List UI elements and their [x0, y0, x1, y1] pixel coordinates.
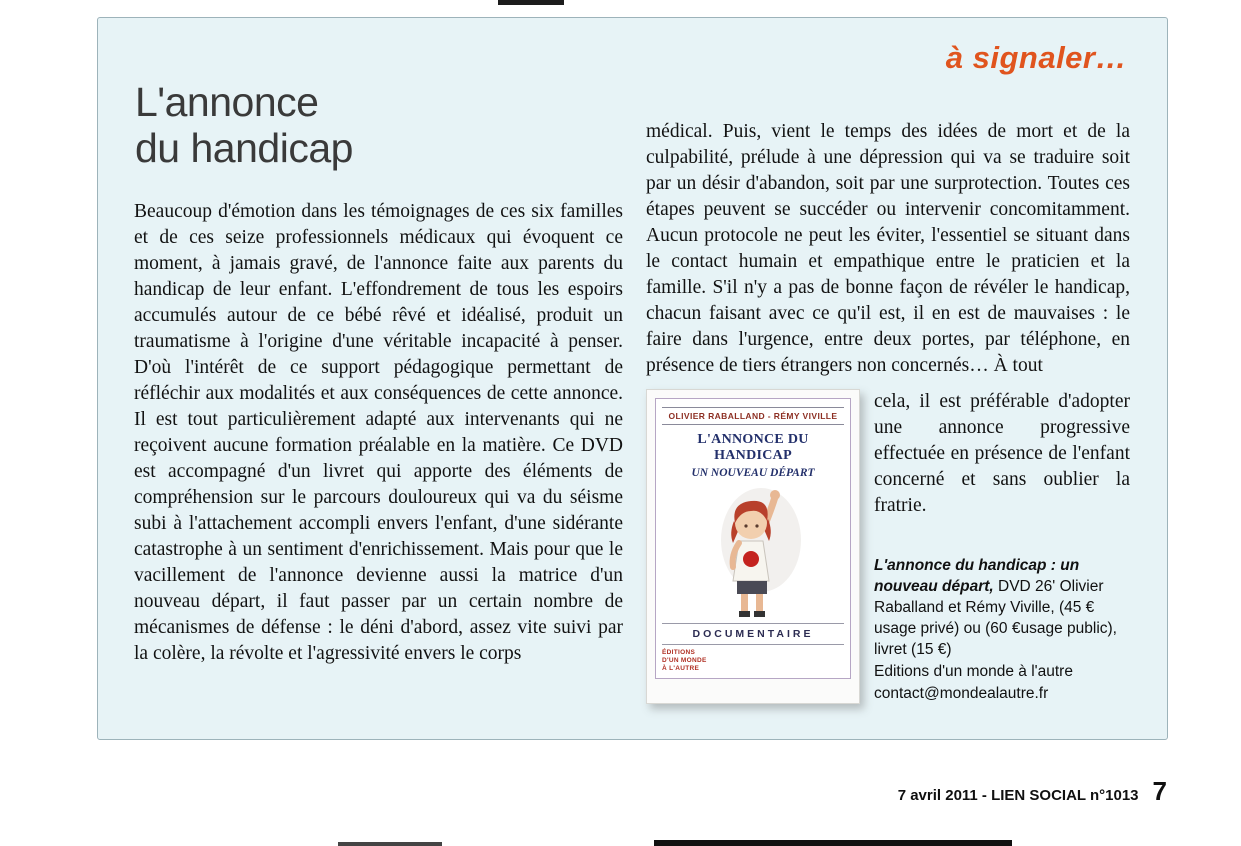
scan-artifact-bottom [654, 840, 1012, 846]
caption-email: contact@mondealautre.fr [874, 685, 1049, 702]
section-label: à signaler… [945, 40, 1127, 75]
article-title-line2: du handicap [135, 124, 353, 171]
scan-artifact-top [498, 0, 564, 5]
dvd-publisher-logo [662, 649, 844, 672]
caption-publisher: Editions d'un monde à l'autre [874, 663, 1073, 680]
dvd-caption [874, 555, 1130, 704]
dvd-publisher-line3: À L'AUTRE [662, 664, 700, 672]
article-body-right: médical. Puis, vient le temps des idées de mort et de la culpabilité, prélude à une dépression qui va se traduire soit par un désir d'abandon, soit par une surprotection. Toutes ces étapes peuvent se succéder ou intervenir concomitamment. Aucun protocole ne peut les éviter, l'essentiel se situant dans le contact humain et empathique entre le praticien et la famille. S'il n'y a pas de bonne façon de révéler le handicap, chacun faisant avec ce qu'il est, il en est de mauvaises : le faire dans l'urgence, entre deux portes, par téléphone, en présence de tiers étrangers non concernés… À tout [646, 121, 1130, 376]
page-footer [898, 776, 1167, 807]
article-title-line1: L'annonce [135, 79, 319, 125]
column-right [646, 119, 1130, 704]
dvd-publisher-line1: ÉDITIONS [662, 649, 696, 656]
column-left [134, 199, 623, 667]
media-side-column [874, 389, 1130, 704]
article-body-left: Beaucoup d'émotion dans les témoignages de ces six familles et de ces seize professionnels médicaux qui évoquent ce moment, à jamais gravé, de l'annonce faite aux parents du handicap de leur enfant. L'effondrement de tous les espoirs accumulés autour de ce bébé rêvé et idéalisé, produit un traumatisme à l'origine d'une véritable incapacité à penser. D'où l'intérêt de ce support pédagogique permettant de réfléchir aux modalités et aux conséquences de cette annonce. Il est tout particulièrement adapté aux intervenants qui ne reçoivent aucune formation préalable en la matière. Ce DVD est accompagné d'un livret qui apporte des éléments de compréhension sur le parcours douloureux qui va du séisme subi à l'attachement accompli envers l'enfant, d'une sidérante catastrophe à un sentiment d'enrichissement. Mais pour que le vacillement de l'annonce devienne aussi la matrice d'un nouveau départ, il faut passer par un certain nombre de mécanismes de défense : le déni d'abord, assez vite suivi par la colère, la révolte et l'agressivité envers le corps [134, 201, 623, 664]
dvd-subtitle: UN NOUVEAU DÉPART [691, 467, 815, 479]
footer-page-number: 7 [1152, 776, 1167, 806]
scan-artifact-bottom-left [338, 842, 442, 846]
dvd-cover-photo [646, 389, 860, 704]
media-row [646, 389, 1130, 704]
caption-details: DVD 26' Olivier Raballand et Rémy Viville, (45 € usage privé) ou (60 €usage public), livret (15 €) [874, 578, 1117, 658]
caption-title: L'annonce du handicap : un nouveau départ, [874, 557, 1080, 595]
dvd-title: L'ANNONCE DU HANDICAP [697, 432, 809, 463]
article-title [135, 80, 353, 172]
article-panel [97, 17, 1168, 740]
dvd-publisher-line2: D'UN MONDE [662, 656, 707, 664]
dvd-cover-illustration [701, 485, 805, 621]
dvd-authors: OLIVIER RABALLAND - RÉMY VIVILLE [662, 407, 844, 425]
article-body-wrap: cela, il est préférable d'adopter une annonce progressive effectuée en présence de l'enfant concerné et sans oublier la fratrie. [874, 391, 1130, 516]
footer-issue-info: 7 avril 2011 - LIEN SOCIAL n°1013 [897, 787, 1139, 804]
dvd-cover [655, 398, 851, 679]
dvd-genre: DOCUMENTAIRE [662, 623, 844, 645]
